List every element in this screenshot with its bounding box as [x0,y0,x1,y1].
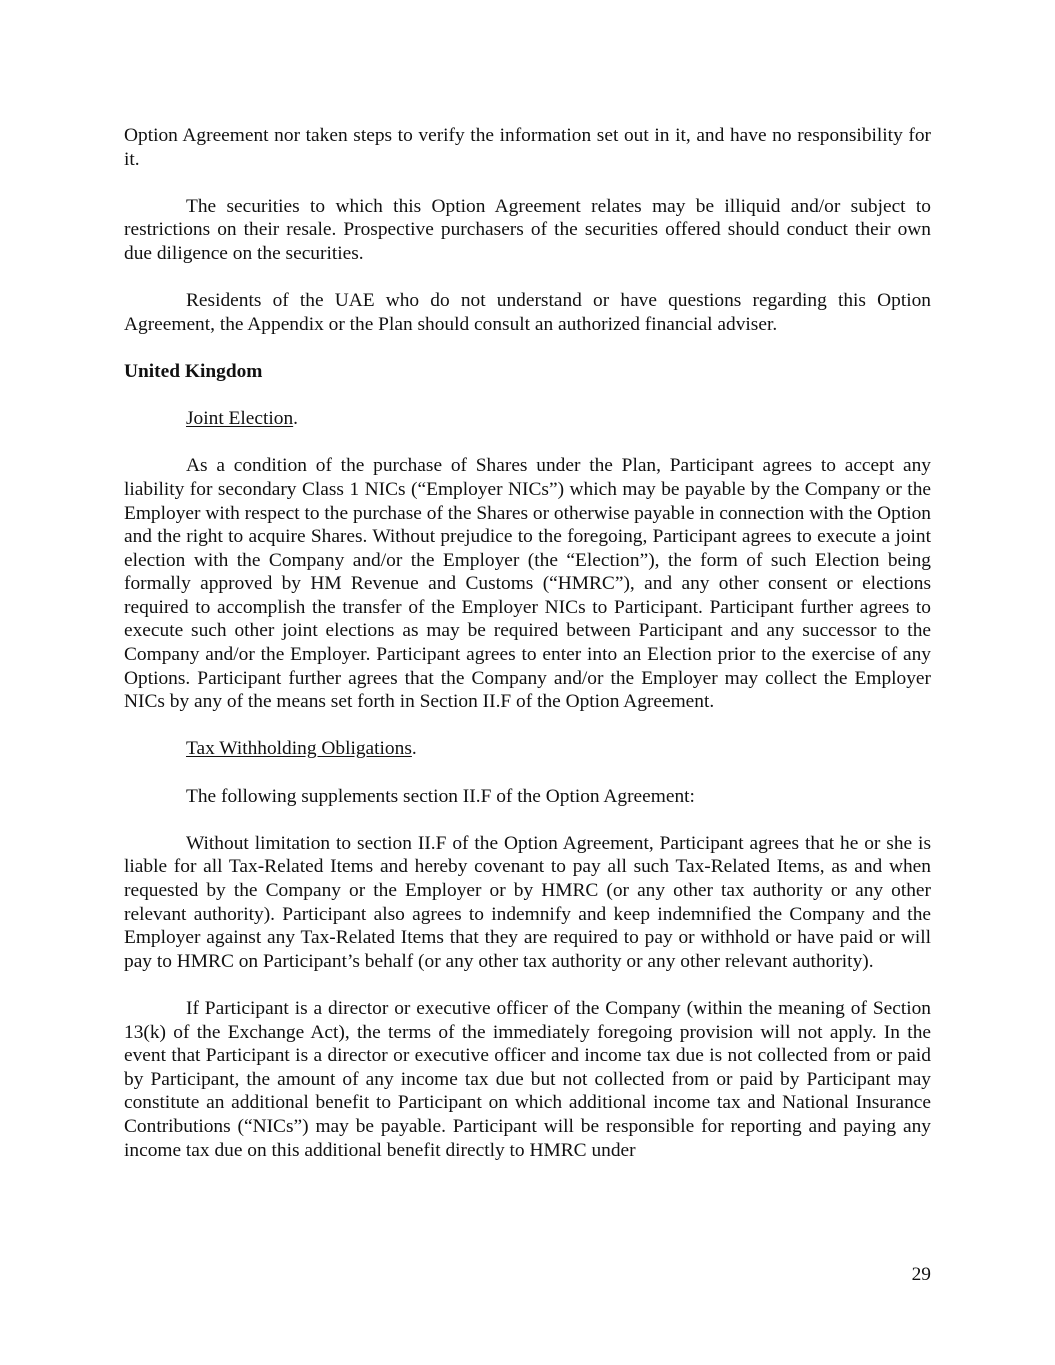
paragraph-director-officer: If Participant is a director or executive officer of the Company (within the meaning of Section 13(k) of the Exchange Act), the terms of the immediately foregoing provision will not apply. In the event that Participant is a director or executive officer and income tax due is not collected from or paid by Participant, the amount of any income tax due but not collected from or paid by Participant may constitute an additional benefit to Participant on which additional income tax and National Insurance Contributions (“NICs”) may be payable. Participant will be responsible for reporting and paying any income tax due on this additional benefit directly to HMRC under [124,997,931,1161]
subheading-joint-election-text: Joint Election [186,408,294,430]
document-page [124,124,931,1186]
paragraph-supplements: The following supplements section II.F of the Option Agreement: [186,785,695,807]
page-number: 29 [911,1264,931,1285]
subheading-joint-election: Joint Election. [186,408,299,430]
paragraph-tax-related-items: Without limitation to section II.F of the Option Agreement, Participant agrees that he or she is liable for all Tax-Related Items and hereby covenant to pay all such Tax-Related Items, as and when requested by the Company or the Employer or by HMRC (or any other tax authority or any other relevant authority). Participant also agrees to indemnify and keep indemnified the Company and the Employer against any Tax-Related Items that they are required to pay or withhold or have paid or will pay to HMRC on Participant’s behalf (or any other tax authority or any other relevant authority). [124,832,931,972]
paragraph-option-agreement-responsibility: Option Agreement nor taken steps to verify the information set out in it, and have no responsibility for it. [124,125,931,170]
paragraph-securities-illiquid: The securities to which this Option Agreement relates may be illiquid and/or subject to restrictions on their resale. Prospective purchasers of the securities offered should conduct their own due diligence on the securities. [124,195,931,264]
subheading-tax-withholding: Tax Withholding Obligations. [186,738,417,760]
section-heading-united-kingdom: United Kingdom [124,360,263,382]
subheading-tax-withholding-text: Tax Withholding Obligations [186,738,412,760]
paragraph-uae-residents: Residents of the UAE who do not understand or have questions regarding this Option Agreement, the Appendix or the Plan should consult an authorized financial adviser. [124,290,931,335]
paragraph-joint-election: As a condition of the purchase of Shares under the Plan, Participant agrees to accept any liability for secondary Class 1 NICs (“Employer NICs”) which may be payable by the Company or the Employer with respect to the purchase of the Shares or otherwise payable in connection with the Option and the right to acquire Shares. Without prejudice to the foregoing, Participant agrees to execute a joint election with the Company and/or the Employer (the “Election”), the form of such Election being formally approved by HM Revenue and Customs (“HMRC”), and any other consent or elections required to accomplish the transfer of the Employer NICs to Participant. Participant further agrees to execute such other joint elections as may be required between Participant and any successor to the Company and/or the Employer. Participant agrees to enter into an Election prior to the exercise of any Options. Participant further agrees that the Company and/or the Employer may collect the Employer NICs by any of the means set forth in Section II.F of the Option Agreement. [124,455,931,713]
